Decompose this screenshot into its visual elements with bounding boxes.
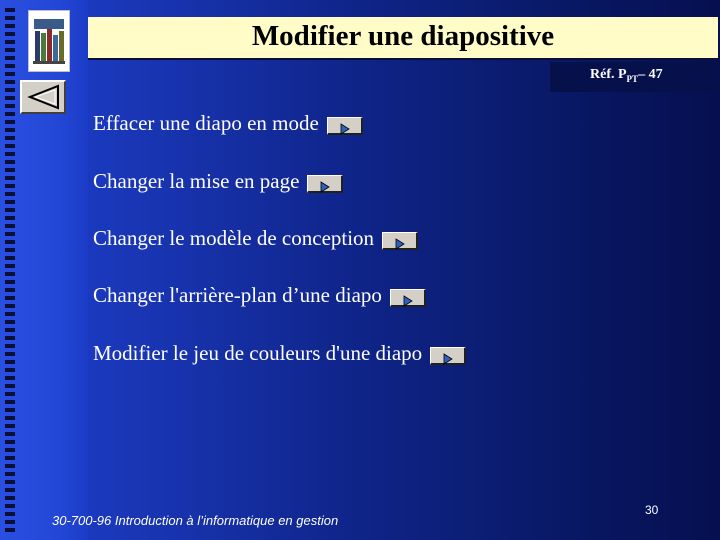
go-button[interactable]	[327, 117, 363, 135]
play-arrow-icon	[431, 351, 465, 367]
books-logo-icon	[28, 10, 70, 72]
dash-mark	[5, 512, 15, 516]
dash-mark	[5, 272, 15, 276]
dash-mark	[5, 184, 15, 188]
dash-mark	[5, 152, 15, 156]
dash-mark	[5, 432, 15, 436]
dash-mark	[5, 72, 15, 76]
menu-item	[93, 341, 466, 366]
dash-mark	[5, 496, 15, 500]
dash-mark	[5, 288, 15, 292]
dash-mark	[5, 448, 15, 452]
menu-item	[93, 111, 363, 136]
slide-title: Modifier une diapositive	[251, 20, 555, 52]
dash-mark	[5, 160, 15, 164]
play-arrow-icon	[391, 293, 425, 309]
dash-mark	[5, 408, 15, 412]
dash-mark	[5, 528, 15, 532]
dash-mark	[5, 320, 15, 324]
ref-prefix: Réf. P	[590, 67, 627, 82]
dash-mark	[5, 104, 15, 108]
dash-mark	[5, 88, 15, 92]
menu-item-label: Modifier le jeu de couleurs d'une diapo	[93, 341, 423, 365]
dash-mark	[5, 224, 15, 228]
dash-mark	[5, 24, 15, 28]
dash-mark	[5, 136, 15, 140]
dash-mark	[5, 376, 15, 380]
dash-mark	[5, 216, 15, 220]
go-button[interactable]	[390, 289, 426, 307]
go-button[interactable]	[430, 347, 466, 365]
dash-mark	[5, 32, 15, 36]
menu-item	[93, 169, 343, 194]
dash-mark	[5, 360, 15, 364]
dash-mark	[5, 352, 15, 356]
dash-mark	[5, 96, 15, 100]
dash-mark	[5, 144, 15, 148]
menu-item	[93, 283, 426, 308]
dash-mark	[5, 328, 15, 332]
dash-mark	[5, 520, 15, 524]
dash-mark	[5, 504, 15, 508]
dash-mark	[5, 424, 15, 428]
dash-mark	[5, 416, 15, 420]
dash-mark	[5, 80, 15, 84]
back-arrow-icon	[22, 82, 64, 112]
title-banner	[88, 17, 718, 60]
play-arrow-icon	[308, 179, 342, 195]
menu-item-label: Changer la mise en page	[93, 169, 300, 193]
dash-mark	[5, 8, 15, 12]
dash-mark	[5, 480, 15, 484]
menu-item-label: Changer l'arrière-plan d’une diapo	[93, 283, 382, 307]
dash-mark	[5, 16, 15, 20]
dash-mark	[5, 464, 15, 468]
dash-mark	[5, 40, 15, 44]
go-button[interactable]	[307, 175, 343, 193]
ref-suffix: – 47	[638, 67, 663, 82]
dash-mark	[5, 280, 15, 284]
dash-mark	[5, 312, 15, 316]
dash-mark	[5, 336, 15, 340]
dash-mark	[5, 368, 15, 372]
dash-mark	[5, 392, 15, 396]
ref-subscript: PT	[626, 73, 639, 84]
menu-item-label: Changer le modèle de conception	[93, 226, 375, 250]
dash-mark	[5, 112, 15, 116]
menu-item	[93, 226, 418, 251]
go-button[interactable]	[382, 232, 418, 250]
menu-item-label: Effacer une diapo en mode	[93, 111, 319, 135]
reference-box	[550, 62, 718, 92]
play-arrow-icon	[328, 121, 362, 137]
page-number: 30	[645, 503, 659, 517]
dash-mark	[5, 296, 15, 300]
dash-mark	[5, 64, 15, 68]
dash-mark	[5, 232, 15, 236]
dash-mark	[5, 200, 15, 204]
dash-mark	[5, 56, 15, 60]
reference-text	[590, 67, 663, 84]
dash-mark	[5, 48, 15, 52]
dash-mark	[5, 304, 15, 308]
dash-mark	[5, 400, 15, 404]
dash-mark	[5, 120, 15, 124]
play-arrow-icon	[383, 236, 417, 252]
back-button[interactable]	[20, 80, 66, 114]
dash-mark	[5, 192, 15, 196]
dash-mark	[5, 456, 15, 460]
dash-mark	[5, 440, 15, 444]
dash-pattern	[5, 8, 17, 538]
dash-mark	[5, 168, 15, 172]
dash-mark	[5, 344, 15, 348]
dash-mark	[5, 488, 15, 492]
dash-mark	[5, 176, 15, 180]
dash-mark	[5, 208, 15, 212]
dash-mark	[5, 128, 15, 132]
dash-mark	[5, 248, 15, 252]
dash-mark	[5, 240, 15, 244]
dash-mark	[5, 384, 15, 388]
dash-mark	[5, 264, 15, 268]
dash-mark	[5, 472, 15, 476]
course-footer: 30-700-96 Introduction à l’informatique en gestion	[52, 513, 339, 528]
dash-mark	[5, 256, 15, 260]
